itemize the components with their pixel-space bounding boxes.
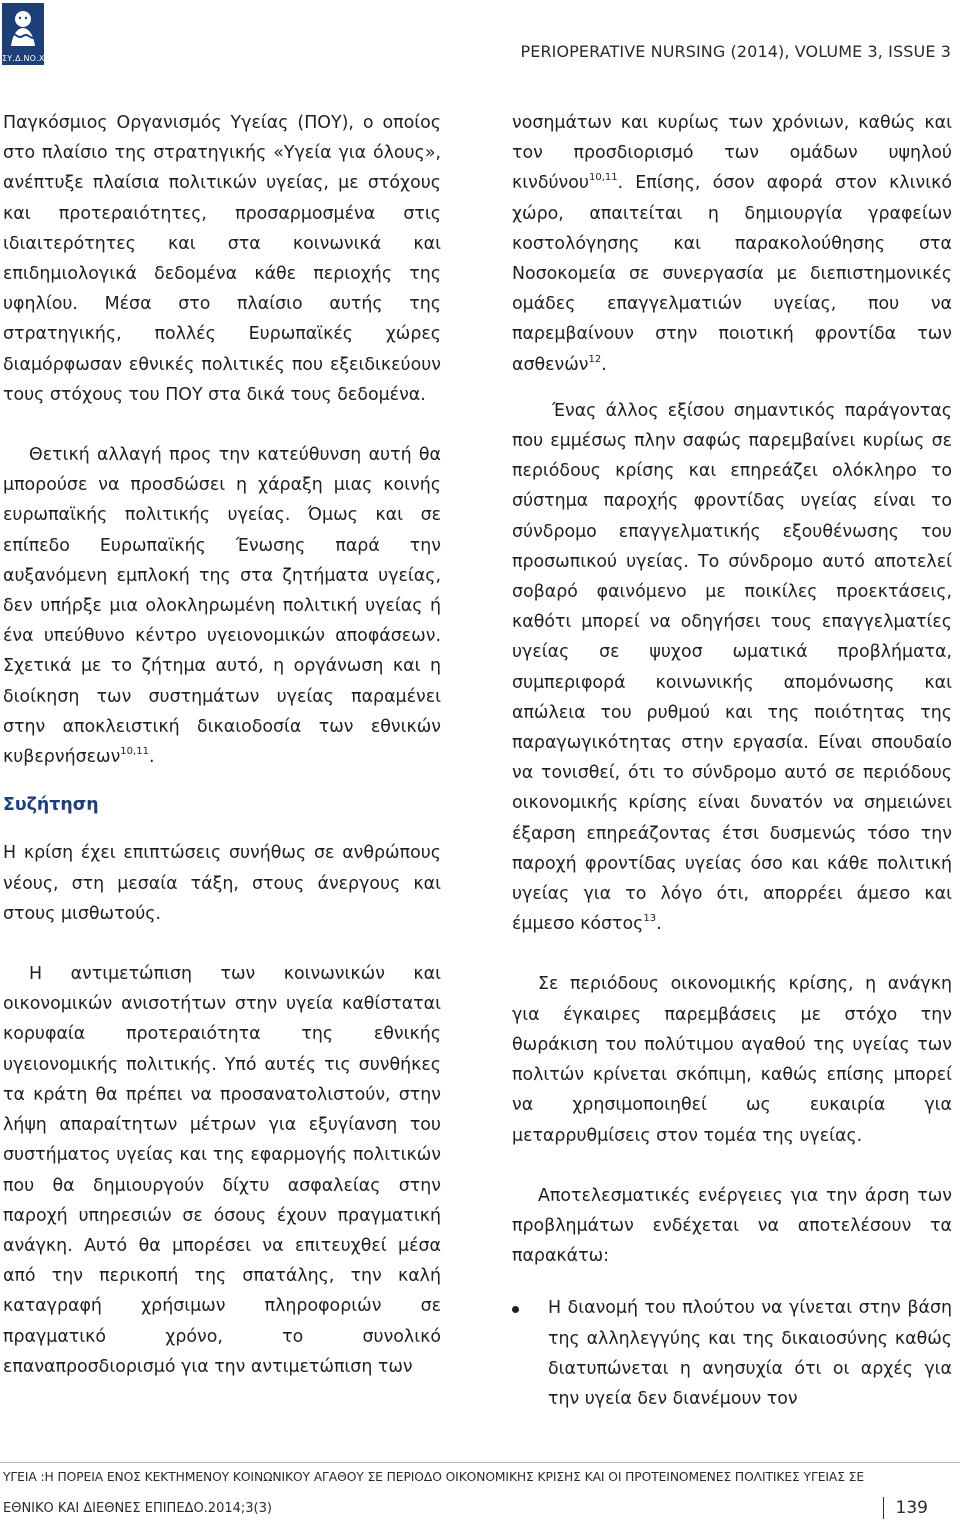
journal-running-header: PERIOPERATIVE NURSING (2014), VOLUME 3, ISSUE 3 [520, 42, 951, 61]
right-paragraph-4: Αποτελεσματικές ενέργειες για την άρση των προβλημάτων ενδέχεται να αποτελέσουν τα παρακάτω: [512, 1185, 952, 1267]
list-item [512, 1293, 952, 1414]
right-paragraph-1-text-b: . Επίσης, όσον αφορά στον κλινικό χώρο, απαιτείται η δημιουργία γραφείων κοστολόγησης και παρακολούθησης στα Νοσοκομεία σε συνεργασία με διεπιστημονικές ομάδες επαγγελματιών υγείας, που να παρεμβαίνουν στην ποιοτική φροντίδα των ασθενών [512, 173, 952, 375]
citation-ref: 10,11 [120, 746, 149, 758]
footer-citation: ΕΘΝΙΚΟ ΚΑΙ ΔΙΕΘΝΕΣ ΕΠΙΠΕΔΟ.2014;3(3) [3, 1501, 272, 1516]
citation-ref: 12 [588, 353, 602, 365]
journal-logo [2, 3, 44, 65]
sentence-end: . [148, 747, 155, 768]
citation-ref: 10,11 [588, 172, 618, 184]
right-paragraph-1 [512, 108, 952, 380]
sentence-end: . [656, 914, 662, 935]
left-paragraph-4: Η αντιμετώπιση των κοινωνικών και οικονομικών ανισοτήτων στην υγεία καθίσταται κορυφαία προτεραιότητα της εθνικής υγειονομικής πολιτικής. Υπό αυτές τις συνθήκες τα κράτη θα πρέπει να προσανατολιστούν, στην λήψη απαραίτητων μέτρων για εξυγίανση του συστήματος υγείας και της εφαρμογής πολιτικών που θα δημιουργούν δίχτυ ασφαλείας στην παροχή υπηρεσιών σε όσους έχουν πραγματική ανάγκη. Αυτό θα μπορέσει να επιτευχθεί μέσα από την περικοπή της σπατάλης, την καλή καταγραφή χρήσιμων πληροφοριών σε πραγματικό χρόνο, το συνολικό επαναπροσδιορισμό για την αντιμετώπιση των [3, 964, 441, 1377]
section-heading-discussion: Συζήτηση [3, 795, 99, 816]
left-paragraph-3: Η κρίση έχει επιπτώσεις συνήθως σε ανθρώπους νέους, στη μεσαία τάξη, στους άνεργους και στους μισθωτούς. [3, 843, 441, 924]
bullet-icon [512, 1306, 519, 1313]
logo-label: ΣΥ.Δ.ΝΟ.Χ [2, 54, 45, 63]
right-paragraph-3: Σε περιόδους οικονομικής κρίσης, η ανάγκη για έγκαιρες παρεμβάσεις με στόχο την θωράκιση του πολύτιμου αγαθού της υγείας των πολιτών κρίνεται σκόπιμη, καθώς επίσης μπορεί να χρησιμοποιηθεί ως ευκαιρία για μεταρρυθμίσεις στον τομέα της υγείας. [512, 974, 952, 1146]
left-column [3, 108, 441, 1382]
left-paragraph-2-text: Θετική αλλαγή προς την κατεύθυνση αυτή θα μπορούσε να προσδώσει η χάραξη μιας κοινής ευρωπαϊκής πολιτικής υγείας. Όμως και σε επίπεδο Ευρωπαϊκής Ένωσης παρά την αυξανόμενη εμπλοκή της στα ζητήματα υγείας, δεν υπήρξε μια ολοκληρωμένη πολιτική υγείας ή ένα υπεύθυνο κέντρο υγειονομικών αποφάσεων. Σχετικά με το ζήτημα αυτό, η οργάνωση και η διοίκηση των συστημάτων υγείας παραμένει στην αποκλειστική δικαιοδοσία των εθνικών κυβερνήσεων [3, 445, 441, 768]
society-emblem-icon [5, 6, 41, 50]
right-paragraph-2-text: Ένας άλλος εξίσου σημαντικός παράγοντας που εμμέσως πλην σαφώς παρεμβαίνει κυρίως σε περιόδους κρίσης και επηρεάζει ολόκληρο το σύστημα παροχής φροντίδας υγείας είναι το σύνδρομο επαγγελματικής εξουθένωσης του προσωπικού υγείας. Το σύνδρομο αυτό αποτελεί σοβαρό φαινόμενο με ποικίλες προεκτάσεις, καθότι μπορεί να οδηγήσει τους επαγγελματίες υγείας σε ψυχοσ ωματικά προβλήματα, συμπεριφορά κοινωνικής απομόνωσης και απώλεια του ρυθμού και της ποιότητας της παραγωγικότητας στην εργασία. Είναι σπουδαίο να τονισθεί, ότι το σύνδρομο αυτό σε περιόδους οικονομικής κρίσης είναι δυνατόν να σημειώνει έξαρση επηρεάζοντας έτσι δυσμενώς τόσο την παροχή φροντίδας υγείας όσο και κάθε πολιτική υγείας για το λόγο ότι, απορρέει άμεσο και έμμεσο κόστος [512, 400, 952, 935]
citation-ref: 13 [643, 913, 657, 925]
left-paragraph-1: Παγκόσμιος Οργανισμός Υγείας (ΠΟΥ), ο οποίος στο πλαίσιο της στρατηγικής «Υγεία για όλους», ανέπτυξε πλαίσια πολιτικών υγείας, με στόχους και προτεραιότητες, προσαρμοσμένα στις ιδιαιτερότητες και στα κοινωνικά και επιδημιολογικά δεδομένα κάθε περιοχής της υφηλίου. Μέσα στο πλαίσιο αυτής της στρατηγικής, πολλές Ευρωπαϊκές χώρες διαμόρφωσαν εθνικές πολιτικές που εξειδικεύουν τους στόχους του ΠΟΥ στα δικά τους δεδομένα. [3, 113, 441, 405]
measures-list [512, 1293, 952, 1414]
right-paragraph-2 [512, 396, 952, 940]
sentence-end: . [601, 354, 607, 375]
left-paragraph-2 [3, 440, 441, 772]
right-column [512, 108, 952, 1414]
list-item-text: Η διανομή του πλούτου να γίνεται στην βάση της αλληλεγγύης και της δικαιοσύνης καθώς διατυπώνεται η ανησυχία ότι οι αρχές για την υγεία δεν διανέμουν τον [548, 1298, 952, 1409]
footer-article-title: ΥΓΕΙΑ :Η ΠΟΡΕΙΑ ΕΝΟΣ ΚΕΚΤΗΜΕΝΟΥ ΚΟΙΝΩΝΙΚΟΥ ΑΓΑΘΟΥ ΣΕ ΠΕΡΙΟΔΟ ΟΙΚΟΝΟΜΙΚΗΣ ΚΡΙΣΗΣ ΚΑΙ ΟΙ ΠΡΟΤΕΙΝΟΜΕΝΕΣ ΠΟΛΙΤΙΚΕΣ ΥΓΕΙΑΣ ΣΕ [3, 1470, 865, 1484]
right-paragraph-1-text-a: νοσημάτων και κυρίως των χρόνιων, καθώς και τον προσδιορισμό των ομάδων υψηλού κινδύνου [512, 113, 952, 194]
page-number: 139 [883, 1497, 928, 1519]
footer-divider [0, 1462, 960, 1463]
